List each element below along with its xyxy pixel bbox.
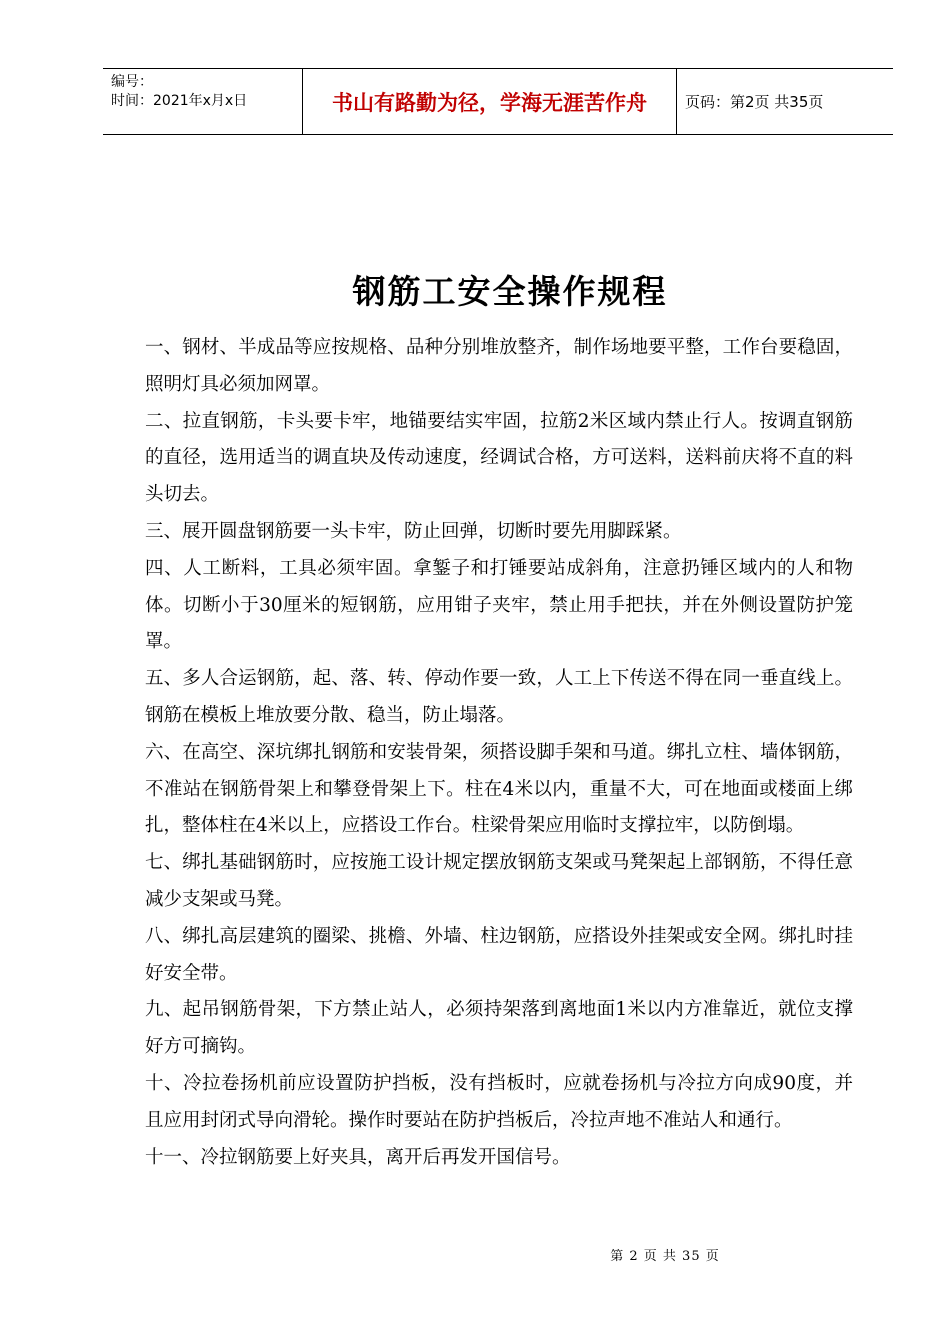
paragraph-1: 一、钢材、半成品等应按规格、品种分别堆放整齐，制作场地要平整，工作台要稳固，照明灯具必须加网罩。 (145, 337, 853, 395)
paragraph-11: 十一、冷拉钢筋要上好夹具，离开后再发开国信号。 (145, 1146, 571, 1168)
paragraph-10: 十、冷拉卷扬机前应设置防护挡板，没有挡板时，应就卷扬机与冷拉方向成90度，并且应用封闭式导向滑轮。操作时要站在防护挡板后，冷拉声地不准站人和通行。 (145, 1072, 853, 1131)
page-footer: 第 2 页 共 35 页 (610, 1249, 720, 1264)
paragraph-3: 三、展开圆盘钢筋要一头卡牢，防止回弹，切断时要先用脚踩紧。 (145, 520, 682, 542)
serial-number-label: 编号： (111, 74, 153, 90)
paragraph-7: 七、绑扎基础钢筋时，应按施工设计规定摆放钢筋支架或马凳架起上部钢筋，不得任意减少支架或马凳。 (145, 852, 853, 910)
paragraph-4: 四、人工断料，工具必须牢固。拿錾子和打锤要站成斜角，注意扔锤区域内的人和物体。切断小于30厘米的短钢筋，应用钳子夹牢，禁止用手把扶，并在外侧设置防护笼罩。 (145, 557, 853, 653)
header-page-code: 页码：第2页 共35页 (685, 93, 824, 111)
header-motto-cell (303, 69, 677, 134)
paragraph-8: 八、绑扎高层建筑的圈梁、挑檐、外墙、柱边钢筋，应搭设外挂架或安全网。绑扎时挂好安全带。 (145, 925, 853, 984)
document-body (145, 330, 853, 1176)
header-motto: 书山有路勤为径，学海无涯苦作舟 (332, 90, 647, 115)
date-label: 时间：2021年x月x日 (111, 93, 248, 109)
paragraph-9: 九、起吊钢筋骨架，下方禁止站人，必须持架落到离地面1米以内方准靠近，就位支撑好方可摘钩。 (145, 999, 853, 1058)
paragraph-2: 二、拉直钢筋，卡头要卡牢，地锚要结实牢固，拉筋2米区域内禁止行人。按调直钢筋的直径，选用适当的调直块及传动速度，经调试合格，方可送料，送料前庆将不直的料头切去。 (145, 410, 853, 506)
header-page-cell (677, 69, 893, 134)
header-meta-cell (103, 69, 303, 134)
paragraph-6: 六、在高空、深坑绑扎钢筋和安装骨架，须搭设脚手架和马道。绑扎立柱、墙体钢筋，不准站在钢筋骨架上和攀登骨架上下。柱在4米以内，重量不大，可在地面或楼面上绑扎，整体柱在4米以上，应搭设工作台。柱梁骨架应用临时支撑拉牢，以防倒塌。 (145, 741, 853, 837)
document-title: 钢筋工安全操作规程 (352, 272, 668, 311)
document-header (103, 68, 893, 135)
paragraph-5: 五、多人合运钢筋，起、落、转、停动作要一致，人工上下传送不得在同一垂直线上。钢筋在模板上堆放要分散、稳当，防止塌落。 (145, 668, 853, 726)
